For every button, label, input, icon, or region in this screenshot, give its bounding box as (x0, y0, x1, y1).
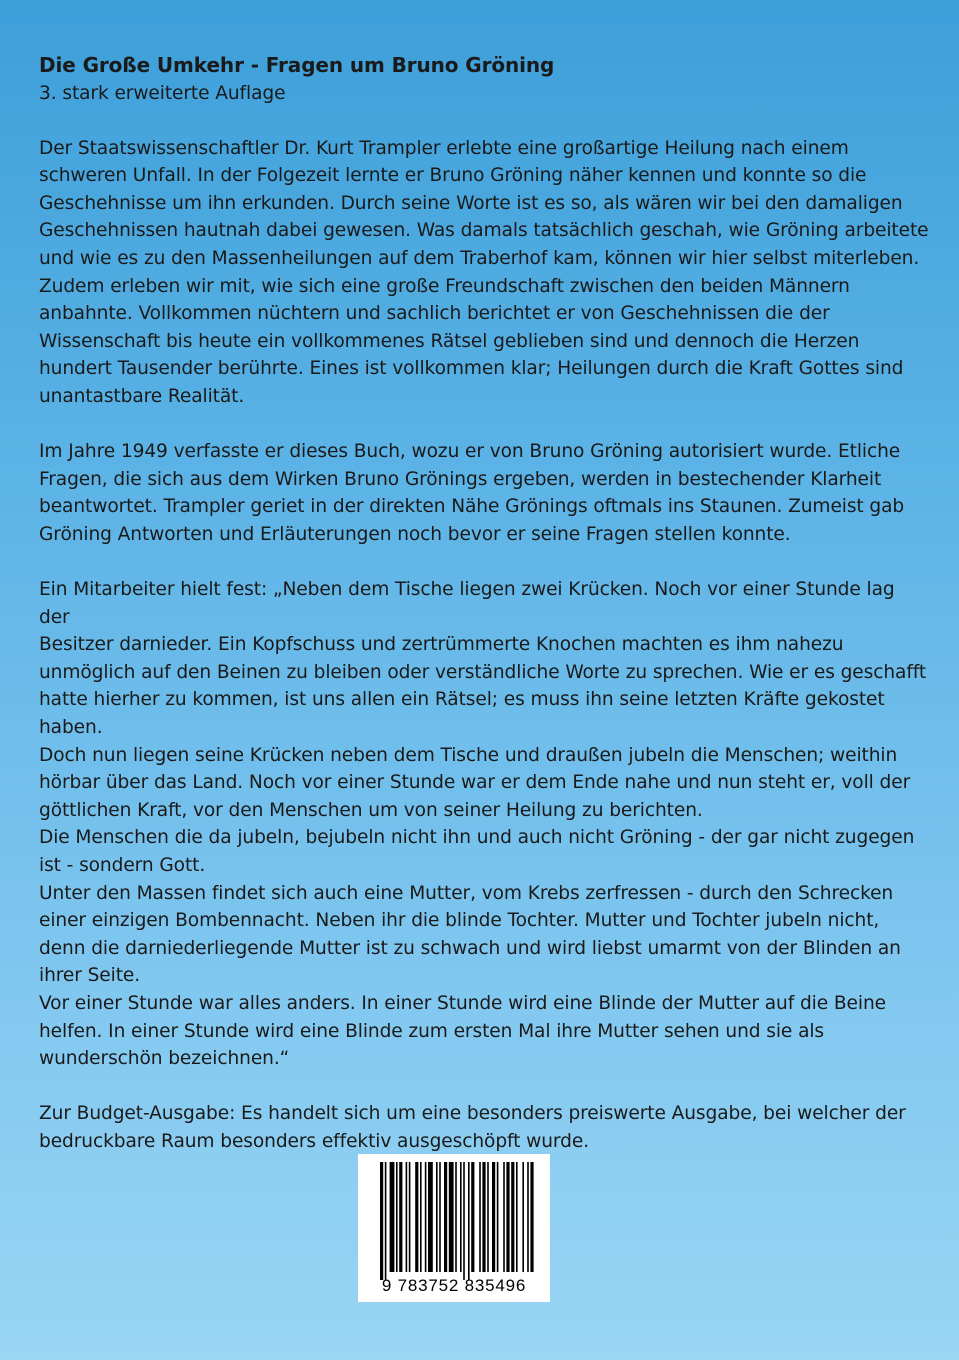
back-cover-text (39, 50, 929, 1183)
paragraph-quote-2: Doch nun liegen seine Krücken neben dem Tische und draußen jubeln die Menschen; weithin hörbar über das Land. Noch vor einer Stunde war er dem Ende nahe und nun steht er, voll der göttlichen Kraft, vor den Menschen um von seiner Heilung zu berichten. (39, 744, 911, 821)
barcode-bar (385, 1162, 387, 1280)
barcode-bar (444, 1162, 447, 1272)
barcode-bar (409, 1162, 411, 1272)
paragraph-quote-1: Ein Mitarbeiter hielt fest: „Neben dem Tische liegen zwei Krücken. Noch vor einer Stunde lag der Besitzer darnieder. Ein Kopfschuss und zertrümmerte Knochen machten es ihm nahezu unmöglich auf den Beinen zu bleiben oder verständliche Worte zu sprechen. Wie er es geschafft hatte hierher zu kommen, ist uns allen ein Rätsel; es muss ihn seine letzten Kräfte gekostet haben. (39, 579, 927, 739)
barcode-bar (406, 1162, 408, 1272)
barcode-bar (439, 1162, 441, 1272)
barcode-bar (420, 1162, 422, 1272)
barcode-bar (399, 1162, 402, 1272)
barcode-bar (471, 1162, 474, 1272)
barcode-bar (506, 1162, 509, 1272)
barcode-bar (511, 1162, 514, 1272)
barcode-bar (468, 1162, 470, 1280)
barcode-bar (455, 1162, 457, 1272)
paragraph-quote-5: Vor einer Stunde war alles anders. In einer Stunde wird eine Blinde der Mutter auf die Beine helfen. In einer Stunde wird eine Blinde zum ersten Mal ihre Mutter sehen und sie als wunderschön bezeichnen.“ (39, 993, 886, 1070)
paragraph-quote-3: Die Menschen die da jubeln, bejubeln nicht ihn und auch nicht Gröning - der gar nicht zugegen ist - sondern Gott. (39, 827, 915, 877)
barcode-bar (460, 1162, 462, 1272)
barcode-bar (449, 1162, 454, 1272)
barcode-bar (527, 1162, 529, 1272)
barcode-bar (463, 1162, 465, 1280)
paragraph-budget-note: Zur Budget-Ausgabe: Es handelt sich um eine besonders preiswerte Ausgabe, bei welcher der bedruckbare Raum besonders effektiv ausgeschöpft wurde. (39, 1103, 906, 1152)
book-title: Die Große Umkehr - Fragen um Bruno Gröning (39, 53, 555, 77)
barcode-bar (522, 1162, 524, 1272)
barcode-bar (482, 1162, 485, 1272)
barcode-bar (497, 1162, 499, 1272)
barcode-bar (436, 1162, 438, 1272)
barcode-bar (487, 1162, 489, 1272)
barcode-bar (428, 1162, 433, 1272)
edition-subtitle: 3. stark erweiterte Auflage (39, 83, 286, 104)
barcode-bar (530, 1162, 533, 1272)
paragraph-intro: Der Staatswissenschaftler Dr. Kurt Trampler erlebte eine großartige Heilung nach einem schweren Unfall. In der Folgezeit lernte er Bruno Gröning näher kennen und konnte so die Geschehnisse um ihn erkunden. Durch seine Worte ist es so, als wären wir bei den damaligen Geschehnissen hautnah dabei gewesen. Was damals tatsächlich geschah, wie Gröning arbeitete und wie es zu den Massenheilungen auf dem Traberhof kam, können wir hier selbst miterleben. Zudem erleben wir mit, wie sich eine große Freundschaft zwischen den beiden Männern anbahnte. Vollkommen nüchtern und sachlich berichtet er von Geschehnissen die der Wissenschaft bis heute ein vollkommenes Rätsel geblieben sind und dennoch die Herzen hundert Tausender berührte. Eines ist vollkommen klar; Heilungen durch die Kraft Gottes sind unantastbare Realität. (39, 137, 929, 407)
barcode-bar (415, 1162, 418, 1272)
barcode-bar (503, 1162, 505, 1272)
barcode-bar (516, 1162, 518, 1272)
paragraph-book-origin: Im Jahre 1949 verfasste er dieses Buch, wozu er von Bruno Gröning autorisiert wurde. Etliche Fragen, die sich aus dem Wirken Bruno Grönings ergeben, werden in bestechender Klarheit beantwortet. Trampler geriet in der direkten Nähe Grönings oftmals ins Staunen. Zumeist gab Gröning Antworten und Erläuterungen noch bevor er seine Fragen stellen konnte. (39, 441, 905, 545)
isbn-number: 9 783752 835496 (381, 1276, 527, 1295)
barcode-bar (390, 1162, 395, 1272)
barcode-bar (396, 1162, 398, 1272)
isbn-barcode (358, 1154, 550, 1302)
barcode-bar (380, 1162, 383, 1280)
barcode-bar (479, 1162, 481, 1272)
barcode-bar (492, 1162, 495, 1272)
barcode-bar (425, 1162, 427, 1272)
paragraph-quote-4: Unter den Massen findet sich auch eine Mutter, vom Krebs zerfressen - durch den Schrecken einer einzigen Bombennacht. Neben ihr die blinde Tochter. Mutter und Tochter jubeln nicht, denn die darniederliegende Mutter ist zu schwach und wird liebst umarmt von der Blinden an ihrer Seite. (39, 882, 901, 987)
